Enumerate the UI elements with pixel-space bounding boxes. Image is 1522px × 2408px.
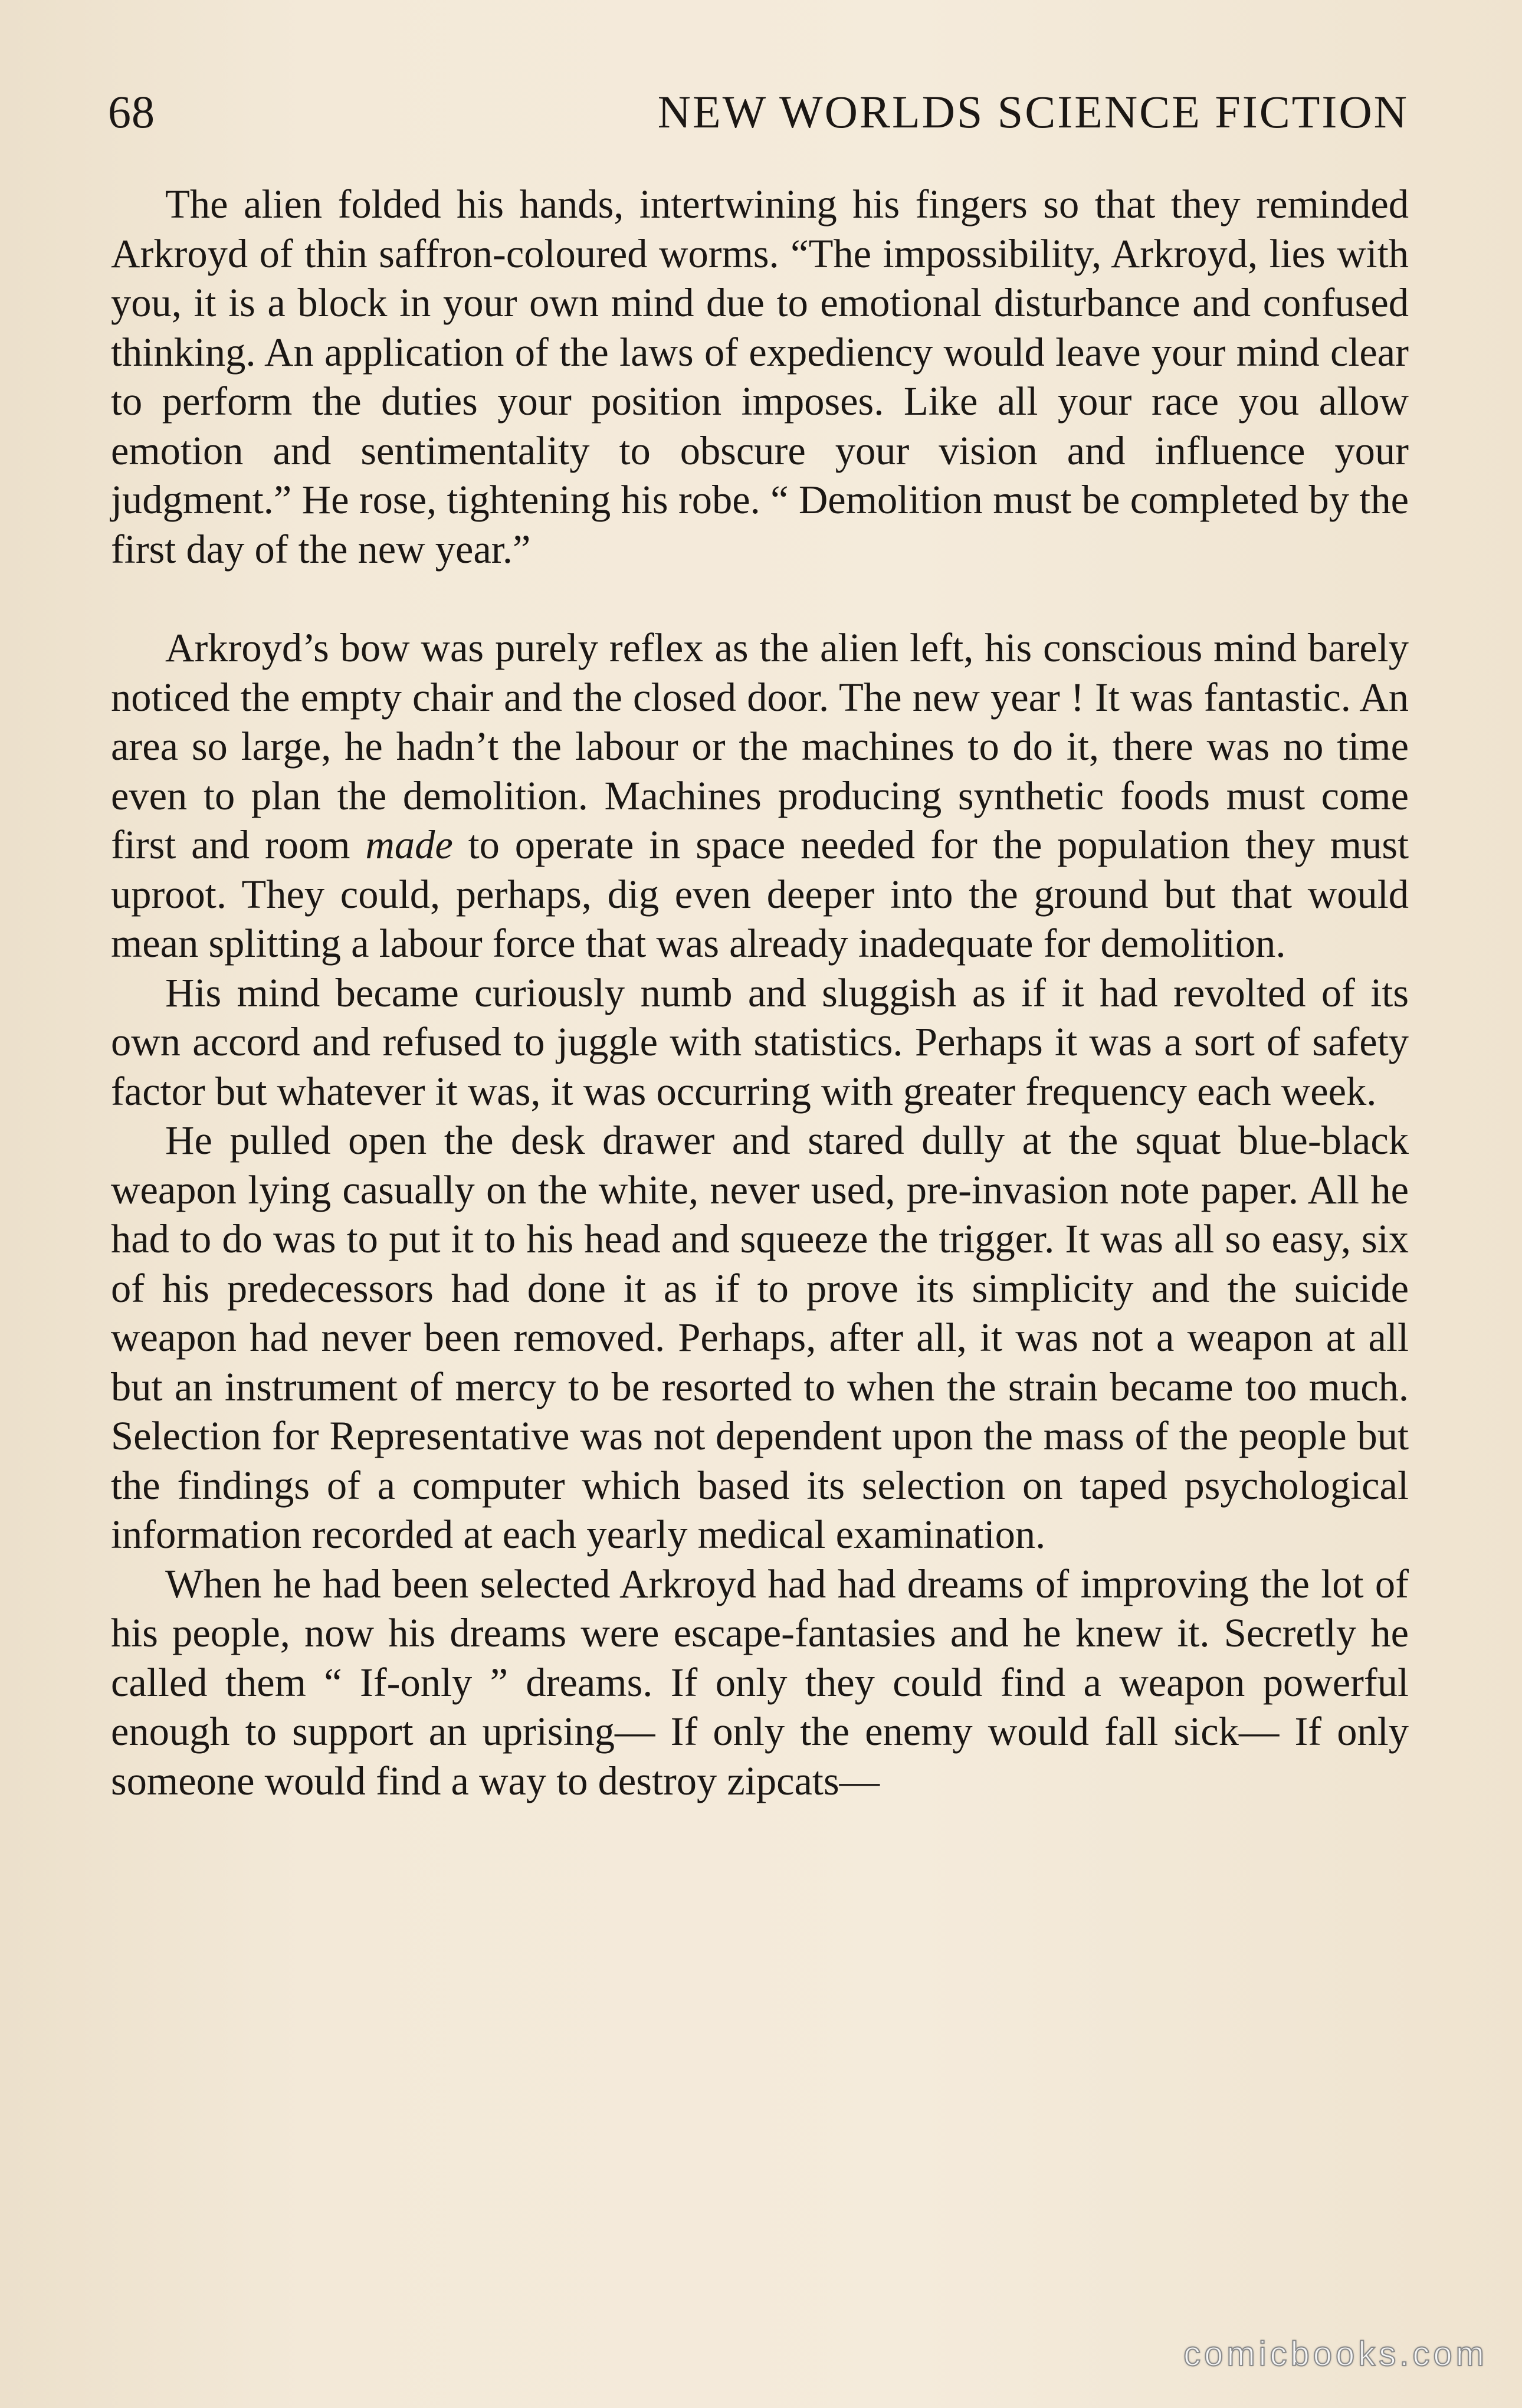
paragraph-2	[111, 624, 1409, 969]
section-break	[111, 574, 1409, 624]
page-header	[108, 83, 1409, 142]
paragraph-2-emphasis: made	[365, 822, 453, 867]
story-text	[111, 180, 1409, 1806]
paragraph-3: His mind became curiously numb and sluggish as if it had revolted of its own accord and refused to juggle with statistics. Perhaps it was a sort of safety factor but whatever it was, it was occurring with greater frequency each week.	[111, 970, 1409, 1114]
paragraph-5: When he had been selected Arkroyd had had dreams of improving the lot of his people, now his dreams were escape-fantasies and he knew it. Secretly he called them “ If-only ” dreams. If only they could find a weapon powerful enough to support an uprising— If only the enemy would fall sick— If only someone would find a way to destroy zipcats—	[111, 1561, 1409, 1803]
paragraph-4: He pulled open the desk drawer and stared dully at the squat blue-black weapon lying casually on the white, never used, pre-invasion note paper. All he had to do was to put it to his head and squeeze the trigger. It was all so easy, six of his predecessors had done it as if to prove its simplicity and the suicide weapon had never been removed. Perhaps, after all, it was not a weapon at all but an instrument of mercy to be resorted to when the strain became too much. Selection for Representative was not dependent upon the mass of the people but the findings of a computer which based its selection on taped psychological information recorded at each yearly medical examination.	[111, 1118, 1409, 1557]
page-number: 68	[108, 86, 155, 137]
paragraph-2-text-after: to operate in space needed for the population they must uproot. They could, perhaps, dig even deeper into the ground but that would mean splitting a labour force that was already inadequate for demolition.	[111, 822, 1409, 966]
paragraph-1: The alien folded his hands, intertwining his fingers so that they reminded Arkroyd of thin saffron-coloured worms. “The impossibility, Arkroyd, lies with you, it is a block in your own mind due to emotional disturbance and confused thinking. An application of the laws of expediency would leave your mind clear to perform the duties your position imposes. Like all your race you allow emotion and sentimentality to obscure your vision and influence your judgment.” He rose, tightening his robe. “ Demolition must be completed by the first day of the new year.”	[111, 182, 1409, 572]
running-head: NEW WORLDS SCIENCE FICTION	[657, 86, 1409, 137]
site-watermark: comicbooks.com	[1183, 2335, 1488, 2373]
paragraph-2-text-before: Arkroyd’s bow was purely reflex as the alien left, his conscious mind barely noticed the empty chair and the closed door. The new year ! It was fantastic. An area so large, he hadn’t the labour or the machines to do it, there was no time even to plan the demolition. Machines producing synthetic foods must come first and room	[111, 625, 1409, 867]
